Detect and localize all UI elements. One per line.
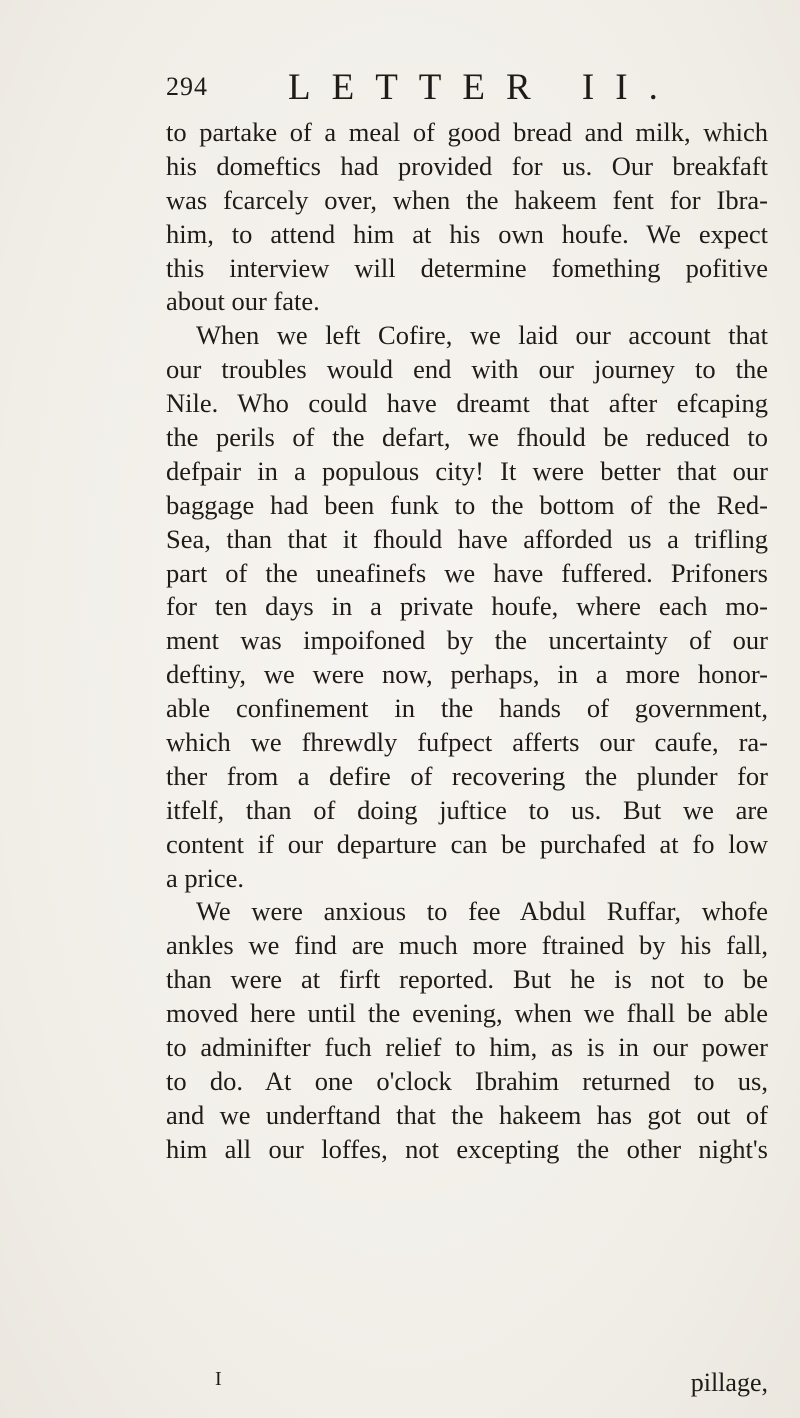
- text-line: his domeftics had provided for us. Our breakfaft: [166, 150, 768, 181]
- text-line: ment was impoifoned by the uncertainty of our: [166, 625, 768, 656]
- text-line: We were anxious to fee Abdul Ruffar, whofe: [196, 896, 768, 927]
- text-line: When we left Cofire, we laid our account that: [196, 320, 768, 351]
- text-line: defpair in a populous city! It were better that our: [166, 455, 768, 486]
- text-line: able confinement in the hands of government,: [166, 693, 768, 724]
- text-line: a price.: [166, 862, 244, 893]
- text-line: this interview will determine fomething pofitive: [166, 252, 768, 283]
- page-header: [166, 66, 760, 116]
- text-line: ankles we find are much more ftrained by his fall,: [166, 930, 768, 961]
- text-line: and we underftand that the hakeem has got out of: [166, 1099, 768, 1130]
- text-line: content if our departure can be purchafed at fo low: [166, 828, 768, 859]
- text-line: moved here until the evening, when we fhall be able: [166, 998, 768, 1029]
- text-line: deftiny, we were now, perhaps, in a more honor-: [166, 659, 768, 690]
- text-line: about our fate.: [166, 286, 320, 317]
- text-line: our troubles would end with our journey to the: [166, 354, 768, 385]
- page-footer: [166, 1368, 768, 1408]
- text-line: than were at firft reported. But he is not to be: [166, 964, 768, 995]
- text-line: him all our loffes, not excepting the other night's: [166, 1133, 768, 1164]
- text-line: ther from a defire of recovering the plunder for: [166, 760, 768, 791]
- text-line: itfelf, than of doing juftice to us. But we are: [166, 794, 768, 825]
- text-line: was fcarcely over, when the hakeem fent for Ibra-: [166, 184, 768, 215]
- text-line: to adminifter fuch relief to him, as is in our power: [166, 1032, 768, 1063]
- text-line: him, to attend him at his own houfe. We expect: [166, 218, 768, 249]
- page-number: 294: [166, 72, 208, 101]
- signature-mark: I: [215, 1368, 222, 1390]
- text-line: which we fhrewdly fufpect afferts our caufe, ra-: [166, 727, 768, 758]
- text-line: to do. At one o'clock Ibrahim returned to us,: [166, 1065, 768, 1096]
- text-line: for ten days in a private houfe, where each mo-: [166, 591, 768, 622]
- text-line: part of the uneafinefs we have fuffered. Prifoners: [166, 557, 768, 588]
- text-line: to partake of a meal of good bread and milk, which: [166, 117, 768, 147]
- text-line: the perils of the defart, we fhould be reduced to: [166, 422, 768, 453]
- catchword: pillage,: [690, 1368, 768, 1397]
- text-line: Sea, than that it fhould have afforded us a trifling: [166, 523, 768, 554]
- text-line: baggage had been funk to the bottom of the Red-: [166, 489, 768, 520]
- body-text: [166, 116, 768, 1167]
- running-head: LETTER II.: [288, 67, 679, 108]
- text-line: Nile. Who could have dreamt that after efcaping: [166, 388, 768, 419]
